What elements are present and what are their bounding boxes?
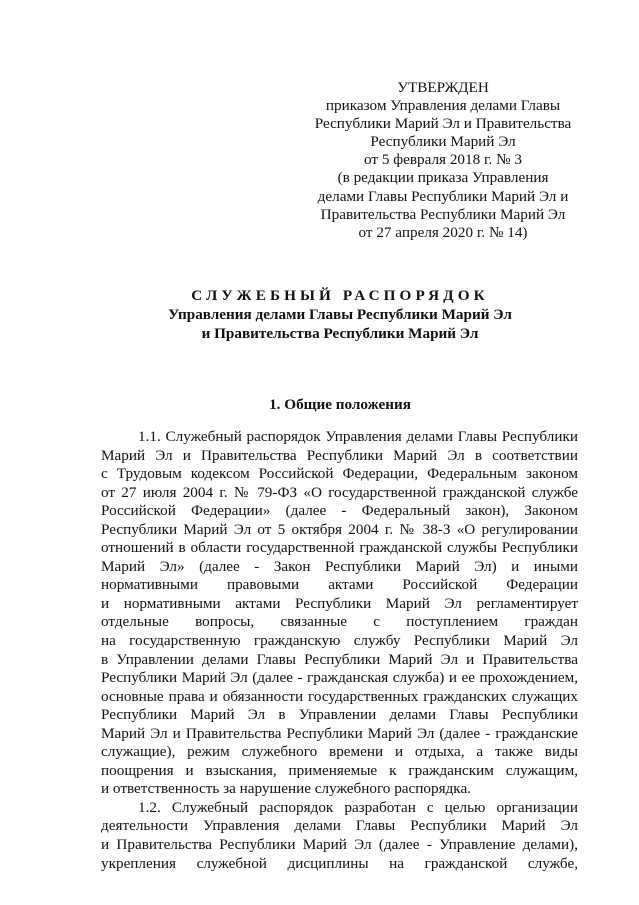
section-heading: 1. Общие положения [269, 396, 411, 413]
approval-line: от 27 апреля 2020 г. № 14) [358, 223, 528, 241]
paragraph-line: Марий Эл и Правительства Республики Марий Эл в соответствии [101, 446, 578, 464]
approval-stamp [300, 79, 586, 242]
paragraph-line: Республики Марий Эл от 5 октября 2004 г. № 38-З «О регулировании [101, 520, 578, 538]
paragraph-line: отдельные вопросы, связанные с поступлением граждан [101, 613, 578, 631]
approval-line: от 5 февраля 2018 г. № 3 [364, 151, 522, 169]
document-title-line: и Правительства Республики Марий Эл [201, 325, 479, 342]
paragraph-line: от 27 июля 2004 г. № 79-ФЗ «О государственной гражданской службе [101, 483, 578, 501]
approval-line: делами Главы Республики Марий Эл и [317, 187, 569, 205]
paragraph-line: и нормативными актами Республики Марий Эл регламентирует [101, 594, 578, 612]
paragraph-line: с Трудовым кодексом Российской Федерации, Федеральным законом [101, 465, 578, 483]
document-title-line: Управления делами Главы Республики Марий Эл [168, 306, 512, 323]
paragraph-line: на государственную гражданскую службу Республики Марий Эл [101, 632, 578, 650]
approval-line: Республики Марий Эл [370, 133, 516, 151]
body-text [101, 428, 578, 873]
paragraph-line: поощрения и взыскания, применяемые к гражданским служащим, [101, 761, 578, 779]
approval-line: (в редакции приказа Управления [337, 169, 549, 187]
paragraph-line: и Правительства Республики Марий Эл (далее - Управление делами), [101, 836, 578, 854]
paragraph-line: и ответственность за нарушение служебного распорядка. [101, 780, 471, 798]
paragraph-line: нормативными правовыми актами Российской Федерации [101, 576, 578, 594]
approval-line: Правительства Республики Марий Эл [320, 205, 566, 223]
paragraph-line: Марий Эл» (далее - Закон Республики Марий Эл) и иными [101, 557, 578, 575]
paragraph-line: укрепления служебной дисциплины на гражданской службе, [101, 854, 578, 872]
paragraph-line: Марий Эл и Правительства Республики Марий Эл (далее - гражданские [101, 724, 578, 742]
approval-line: приказом Управления делами Главы [325, 97, 561, 115]
paragraph-line: в Управлении делами Главы Республики Марий Эл и Правительства [101, 650, 578, 668]
approval-line: УТВЕРЖДЕН [397, 79, 489, 96]
paragraph-line: Республики Марий Эл (далее - гражданская служба) и ее прохождением, [101, 669, 578, 687]
approval-line: Республики Марий Эл и Правительства [314, 115, 572, 133]
paragraph-line: Республики Марий Эл в Управлении делами Главы Республики [101, 706, 578, 724]
paragraph-line: 1.1. Служебный распорядок Управления делами Главы Республики [138, 428, 578, 445]
paragraph-line: отношений в области государственной гражданской службы Республики [101, 539, 578, 557]
paragraph-line: основные права и обязанности государственных гражданских служащих [101, 687, 578, 705]
document-title [100, 286, 580, 343]
paragraph-line: деятельности Управления делами Главы Республики Марий Эл [101, 817, 578, 835]
paragraph-line: 1.2. Служебный распорядок разработан с целью организации [138, 798, 578, 816]
document-title-main: СЛУЖЕБНЫЙ РАСПОРЯДОК [191, 287, 489, 304]
paragraph-line: Российской Федерации» (далее - Федеральный закон), Законом [101, 502, 578, 520]
paragraph-line: служащие), режим служебного времени и отдыха, а также виды [101, 743, 578, 761]
